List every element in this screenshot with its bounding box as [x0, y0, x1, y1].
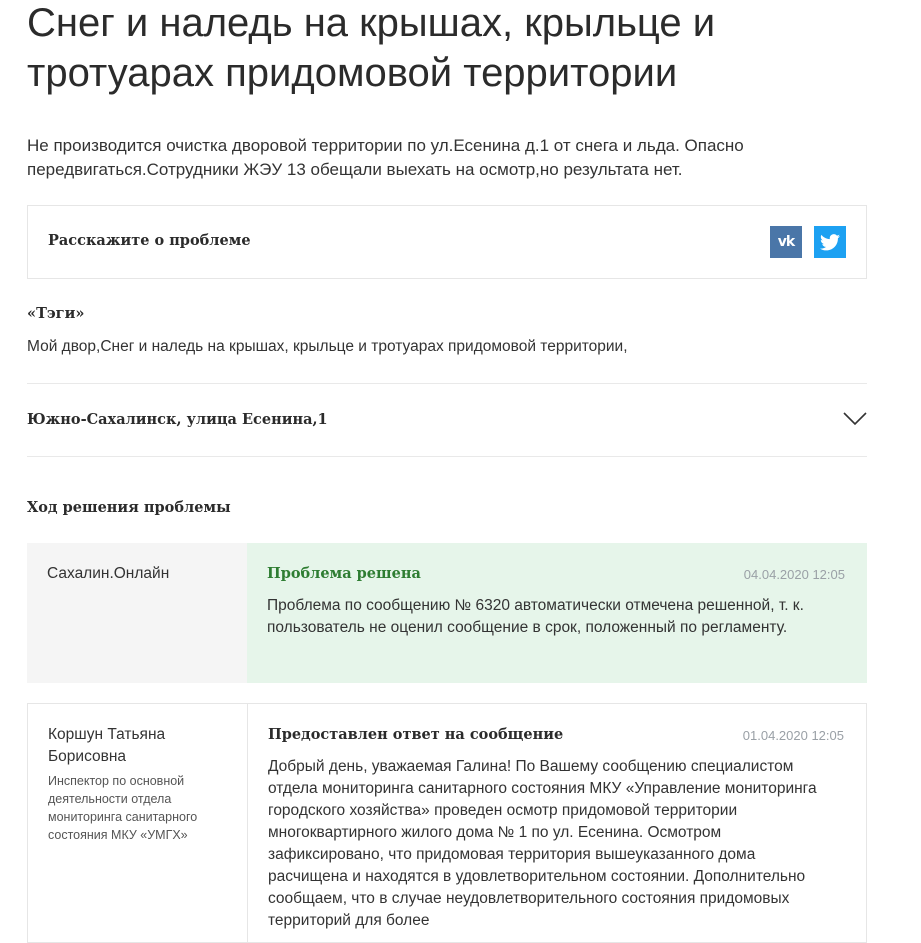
twitter-share-button[interactable]: [814, 226, 846, 258]
chevron-down-icon: [843, 412, 867, 426]
tags-list: Мой двор,Снег и наледь на крышах, крыльце и тротуарах придомовой территории,: [27, 338, 628, 355]
share-label: Расскажите о проблеме: [48, 232, 251, 249]
address-dropdown[interactable]: [27, 384, 867, 456]
progress-entry: [27, 543, 867, 683]
progress-title: Ход решения проблемы: [27, 499, 231, 516]
tags-title: «Тэги»: [27, 305, 85, 322]
entry-date: 01.04.2020 12:05: [742, 728, 844, 743]
entry-author: Коршун Татьяна Борисовна: [48, 726, 166, 765]
share-panel: [27, 205, 867, 279]
entry-author-column: [27, 703, 247, 943]
entry-author-role: Инспектор по основной деятельности отдела мониторинга санитарного состояния МКУ «УМГХ»: [48, 774, 198, 842]
progress-entry: [27, 703, 867, 943]
address-text: Южно-Сахалинск, улица Есенина,1: [27, 411, 328, 428]
page-title: Снег и наледь на крышах, крыльце и тротуарах придомовой территории: [27, 1, 716, 95]
entry-author-column: [27, 543, 247, 683]
entry-text: Добрый день, уважаемая Галина! По Вашему сообщению специалистом отдела мониторинга санитарного состояния МКУ «Управление мониторинга городского хозяйства» проведен осмотр придомовой территории многоквартирного жилого дома № 1 по ул. Есенина. Осмотром зафиксировано, что придомовая территория вышеуказанного дома расчищена и находятся в удовлетворительном состоянии. Дополнительно сообщаем, что в случае неудовлетворительного состояния придомовых территорий для более: [268, 758, 817, 929]
entry-text: Проблема по сообщению № 6320 автоматически отмечена решенной, т. к. пользователь не оценил сообщение в срок, положенный по регламенту.: [267, 597, 804, 636]
vk-icon: vk: [777, 234, 795, 250]
twitter-icon: [820, 234, 840, 251]
vk-share-button[interactable]: [770, 226, 802, 258]
divider: [27, 456, 867, 457]
entry-content: [247, 543, 867, 683]
problem-description: Не производится очистка дворовой территории по ул.Есенина д.1 от снега и льда. Опасно передвигаться.Сотрудники ЖЭУ 13 обещали выехать на осмотр,но результата нет.: [27, 136, 744, 179]
entry-date: 04.04.2020 12:05: [743, 567, 845, 582]
entry-content: [247, 703, 867, 943]
entry-author: Сахалин.Онлайн: [47, 565, 170, 582]
entry-status: Предоставлен ответ на сообщение: [268, 726, 564, 743]
entry-status: Проблема решена: [267, 565, 421, 582]
